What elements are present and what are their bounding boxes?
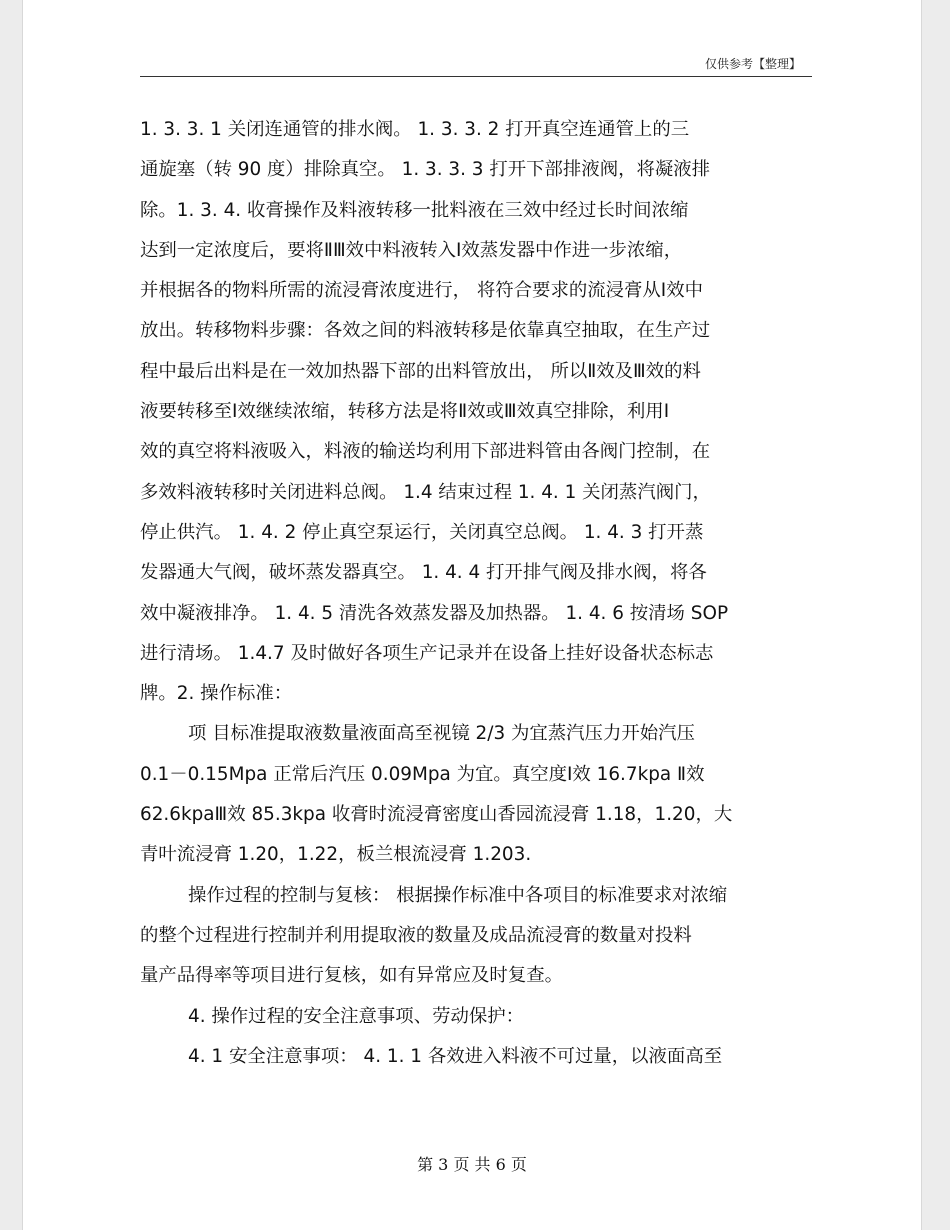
text-line: 0.1－0.15Mpa 正常后汽压 0.09Mpa 为宜。真空度Ⅰ效 16.7kpa Ⅱ效 <box>140 763 705 785</box>
text-line: 牌。2. 操作标准： <box>140 683 293 705</box>
text-line: 达到一定浓度后，要将ⅡⅢ效中料液转入Ⅰ效蒸发器中作进一步浓缩， <box>140 239 683 261</box>
text-line: 多效料液转移时关闭进料总阀。 1.4 结束过程 1. 4. 1 关闭蒸汽阀门， <box>140 481 711 503</box>
text-line: 放出。转移物料步骤：各效之间的料液转移是依靠真空抽取，在生产过 <box>140 320 711 342</box>
header-note: 仅供参考【整理】 <box>704 57 801 71</box>
text-line: 青叶流浸膏 1.20，1.22，板兰根流浸膏 1.203. <box>140 844 532 866</box>
text-line: 发器通大气阀，破坏蒸发器真空。 1. 4. 4 打开排气阀及排水阀，将各 <box>140 562 707 584</box>
text-line: 液要转移至Ⅰ效继续浓缩，转移方法是将Ⅱ效或Ⅲ效真空排除，利用Ⅰ <box>140 401 670 423</box>
text-line: 停止供汽。 1. 4. 2 停止真空泵运行，关闭真空总阀。 1. 4. 3 打开蒸 <box>140 521 704 543</box>
text-line: 1. 3. 3. 1 关闭连通管的排水阀。 1. 3. 3. 2 打开真空连通管上的三 <box>140 119 690 140</box>
text-line: 通旋塞（转 90 度）排除真空。 1. 3. 3. 3 打开下部排液阀，将凝液排 <box>140 159 711 181</box>
text-line: 62.6kpaⅢ效 85.3kpa 收膏时流浸膏密度山香园流浸膏 1.18，1.20，大 <box>140 804 733 826</box>
text-line: 4. 1 安全注意事项： 4. 1. 1 各效进入料液不可过量，以液面高至 <box>188 1045 723 1067</box>
body-text <box>140 110 840 1077</box>
text-line: 效的真空将料液吸入，料液的输送均利用下部进料管由各阀门控制，在 <box>140 441 711 463</box>
page-number: 第 3 页 共 6 页 <box>417 1155 527 1174</box>
text-line: 除。1. 3. 4. 收膏操作及料液转移一批料液在三效中经过长时间浓缩 <box>140 199 689 221</box>
document-page <box>22 0 922 1230</box>
text-line: 的整个过程进行控制并利用提取液的数量及成品流浸膏的数量对投料 <box>140 924 692 946</box>
text-line: 操作过程的控制与复核： 根据操作标准中各项目的标准要求对浓缩 <box>188 884 728 906</box>
text-line: 项 目标准提取液数量液面高至视镜 2/3 为宜蒸汽压力开始汽压 <box>188 723 695 745</box>
text-line: 并根据各的物料所需的流浸膏浓度进行， 将符合要求的流浸膏从Ⅰ效中 <box>140 280 703 302</box>
text-line: 4. 操作过程的安全注意事项、劳动保护： <box>188 1005 525 1027</box>
text-line: 进行清场。 1.4.7 及时做好各项生产记录并在设备上挂好设备状态标志 <box>140 642 714 664</box>
text-line: 量产品得率等项目进行复核，如有异常应及时复查。 <box>140 965 563 987</box>
header-rule <box>140 76 812 77</box>
text-line: 程中最后出料是在一效加热器下部的出料管放出， 所以Ⅱ效及Ⅲ效的料 <box>140 360 701 382</box>
text-line: 效中凝液排净。 1. 4. 5 清洗各效蒸发器及加热器。 1. 4. 6 按清场 SOP <box>140 602 729 624</box>
